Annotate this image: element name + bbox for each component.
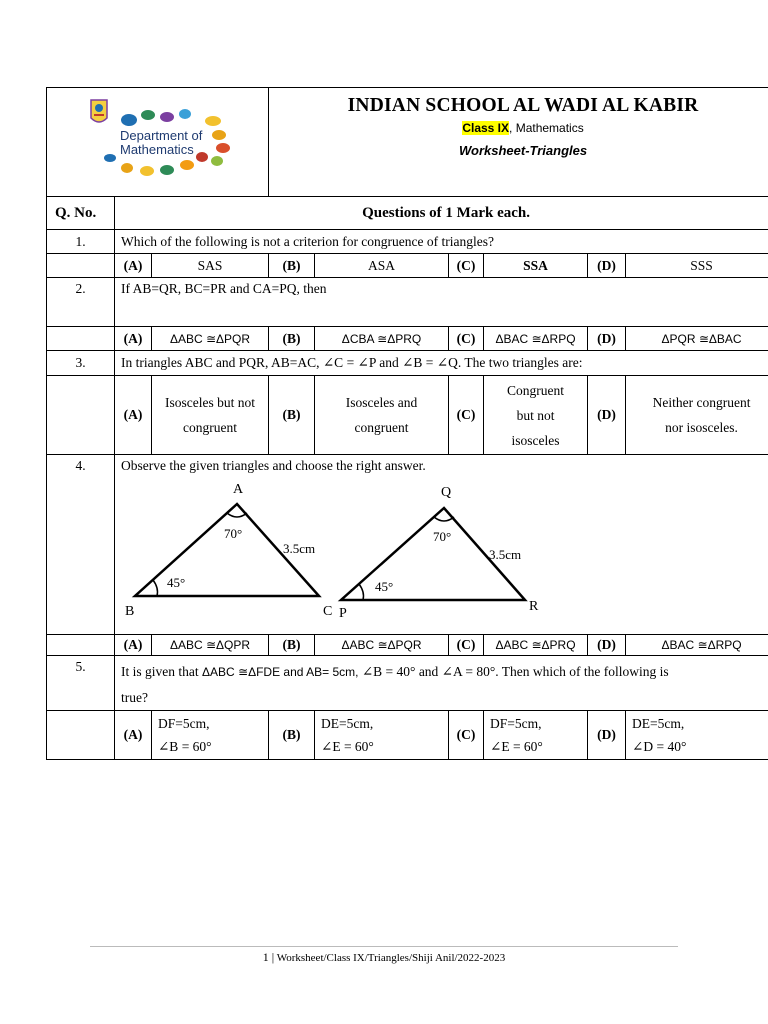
logo-dot <box>121 163 133 173</box>
logo-dot <box>140 166 154 176</box>
option-label: (D) <box>588 376 626 455</box>
option-text: ΔBAC ≅ΔRPQ <box>626 635 768 656</box>
logo-dot <box>196 152 208 162</box>
question-number: 3. <box>47 351 115 376</box>
worksheet-title: Worksheet-Triangles <box>458 143 588 158</box>
triangles-figure <box>121 474 721 629</box>
logo-dot <box>160 165 174 175</box>
vertex-label: Q <box>441 485 452 500</box>
logo-dot <box>179 109 191 119</box>
question-text: Observe the given triangles and choose the right answer. <box>121 458 426 473</box>
triangle-abc <box>125 482 332 619</box>
vertex-label: P <box>339 606 347 621</box>
section-header: Questions of 1 Mark each. <box>115 197 768 230</box>
option-text: DF=5cm, ∠B = 60° <box>152 711 269 760</box>
vertex-label: C <box>323 604 333 619</box>
question-row <box>47 656 768 711</box>
option-text: ΔABC ≅ΔPQR <box>315 635 449 656</box>
vertex-label: A <box>233 482 244 497</box>
logo-dot <box>211 156 223 166</box>
column-header-row <box>47 197 768 230</box>
page-footer <box>0 950 768 965</box>
vertex-label: B <box>125 604 135 619</box>
department-logo <box>47 88 269 192</box>
question-text: In triangles ABC and PQR, AB=AC, ∠C = ∠P and ∠B = ∠Q. The two triangles are: <box>115 351 768 376</box>
option-text: ΔPQR ≅ΔBAC <box>626 327 768 351</box>
question-number: 4. <box>47 455 115 635</box>
school-name: INDIAN SCHOOL AL WADI AL KABIR <box>347 95 699 116</box>
question-text: Which of the following is not a criterion for congruence of triangles? <box>115 230 768 254</box>
option-text: ΔABC ≅ΔQPR <box>152 635 269 656</box>
option-text: ASA <box>315 254 449 278</box>
class-subject: , Mathematics <box>509 121 584 135</box>
option-label: (B) <box>269 635 315 656</box>
option-label: (A) <box>115 711 152 760</box>
option-label: (B) <box>269 376 315 455</box>
question-row <box>47 230 768 254</box>
logo-text-line1: Department of <box>120 128 203 143</box>
options-row <box>47 254 768 278</box>
option-text: ΔCBA ≅ΔPRQ <box>315 327 449 351</box>
logo-dot <box>160 112 174 122</box>
class-line <box>275 121 768 135</box>
option-label: (A) <box>115 327 152 351</box>
logo-dot <box>212 130 226 140</box>
option-label: (C) <box>449 254 484 278</box>
option-label: (C) <box>449 327 484 351</box>
question-number: 2. <box>47 278 115 327</box>
option-label: (B) <box>269 254 315 278</box>
logo-text-line2: Mathematics <box>120 142 194 157</box>
option-text: Congruent but not isosceles <box>484 376 588 455</box>
header-row <box>47 88 768 197</box>
option-label: (C) <box>449 635 484 656</box>
side-label: 3.5cm <box>489 547 522 562</box>
options-row <box>47 635 768 656</box>
option-label: (D) <box>588 635 626 656</box>
option-text: SAS <box>152 254 269 278</box>
option-text: DE=5cm, ∠D = 40° <box>626 711 768 760</box>
logo-dot <box>216 143 230 153</box>
angle-label: 45° <box>167 575 186 590</box>
qno-header: Q. No. <box>47 197 115 230</box>
question-row <box>47 455 768 635</box>
option-text: Isosceles and congruent <box>315 376 449 455</box>
question-cell <box>115 455 768 635</box>
option-label: (A) <box>115 635 152 656</box>
logo-dot <box>121 114 137 126</box>
question-text: If AB=QR, BC=PR and CA=PQ, then <box>115 278 768 327</box>
option-text: Neither congruent nor isosceles. <box>626 376 768 455</box>
option-label: (A) <box>115 254 152 278</box>
question-text: It is given that ΔABC ≅ΔFDE and AB= 5cm, ∠B = 40° and ∠A = 80°. Then which of the following is true? <box>115 656 768 711</box>
worksheet-table <box>46 87 768 760</box>
school-crest-icon <box>91 100 107 122</box>
question-number: 1. <box>47 230 115 254</box>
question-row <box>47 278 768 327</box>
header-title-cell <box>269 88 768 197</box>
triangle-pqr <box>339 485 539 621</box>
logo-dot <box>141 110 155 120</box>
option-label: (D) <box>588 711 626 760</box>
option-text: ΔBAC ≅ΔRPQ <box>484 327 588 351</box>
option-text: DE=5cm, ∠E = 60° <box>315 711 449 760</box>
question-row <box>47 351 768 376</box>
option-label: (A) <box>115 376 152 455</box>
vertex-label: R <box>529 599 539 614</box>
footer-text: Worksheet/Class IX/Triangles/Shiji Anil/2022-2023 <box>276 952 506 964</box>
options-row <box>47 327 768 351</box>
logo-dot <box>205 116 221 126</box>
angle-label: 70° <box>224 526 243 541</box>
option-label: (D) <box>588 327 626 351</box>
options-row <box>47 711 768 760</box>
logo-dot <box>180 160 194 170</box>
class-highlight: Class IX <box>462 121 510 135</box>
angle-label: 45° <box>375 579 394 594</box>
option-label: (B) <box>269 711 315 760</box>
footer-divider <box>90 946 678 947</box>
question-number: 5. <box>47 656 115 711</box>
option-text: SSA <box>484 254 588 278</box>
side-label: 3.5cm <box>283 541 316 556</box>
logo-cell <box>47 88 269 197</box>
option-label: (B) <box>269 327 315 351</box>
page-number: 1 | <box>262 950 275 964</box>
option-label: (C) <box>449 376 484 455</box>
option-label: (C) <box>449 711 484 760</box>
option-label: (D) <box>588 254 626 278</box>
option-text: SSS <box>626 254 768 278</box>
options-row <box>47 376 768 455</box>
logo-dot <box>104 154 116 162</box>
angle-label: 70° <box>433 529 452 544</box>
option-text: ΔABC ≅ΔPRQ <box>484 635 588 656</box>
option-text: DF=5cm, ∠E = 60° <box>484 711 588 760</box>
option-text: ΔABC ≅ΔPQR <box>152 327 269 351</box>
option-text: Isosceles but not congruent <box>152 376 269 455</box>
